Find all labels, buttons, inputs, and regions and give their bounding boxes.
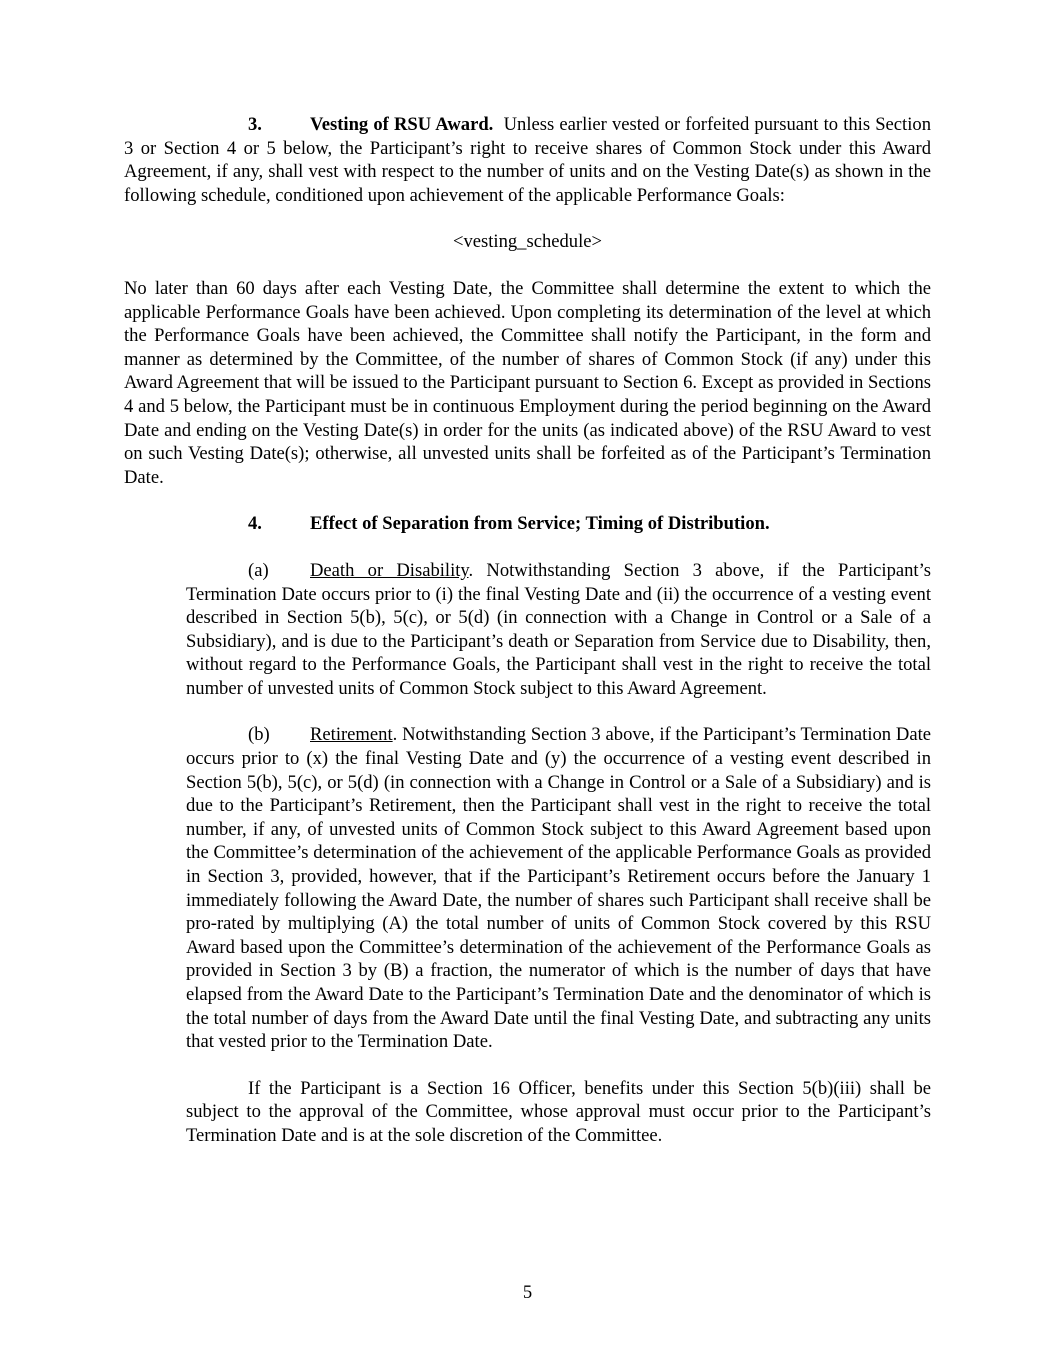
section-3-title: Vesting of RSU Award. <box>310 114 494 135</box>
section-4b-label: (b) <box>248 724 270 746</box>
section-3-number: 3. <box>248 114 262 135</box>
section-4b-paragraph <box>186 723 931 1053</box>
section-4b-text: . Notwithstanding Section 3 above, if the Participant’s Termination Date occurs prior to (x) the final Vesting Date and (y) the occurrence of a vesting event described in Section 5(b), 5(c), or 5(d) (in connection with a Change in Control or a Sale of a Subsidiary) and is due to the Participant’s Retirement, then the Participant shall vest in the right to receive the total number, if any, of unvested units of Common Stock subject to this Award Agreement based upon the Committee’s determination of the achievement of the applicable Performance Goals as provided in Section 3, provided, however, that if the Participant’s Retirement occurs before the January 1 immediately following the Award Date, the number of shares such Participant shall receive shall be pro-rated by multiplying (A) the total number of units of Common Stock covered by this RSU Award based upon the Committee’s determination of the achievement of the Performance Goals as provided in Section 3 by (B) a fraction, the numerator of which is the number of days that have elapsed from the Award Date to the Participant’s Termination Date and the denominator of which is the total number of days from the Award Date until the final Vesting Date, and subtracting any units that vested prior to the Termination Date. <box>186 724 931 1053</box>
page-number: 5 <box>522 1282 533 1303</box>
section-3-body: No later than 60 days after each Vesting Date, the Committee shall determine the extent to which the applicable Performance Goals have been achieved. Upon completing its determination of the level at which the Performance Goals have been achieved, the Committee shall notify the Participant, in the form and manner as determined by the Committee, of the number of shares of Common Stock (if any) under this Award Agreement that will be issued to the Participant pursuant to Section 6. Except as provided in Sections 4 and 5 below, the Participant must be in continuous Employment during the period beginning on the Award Date and ending on the Vesting Date(s) in order for the units (as indicated above) of the RSU Award to vest on such Vesting Date(s); otherwise, all unvested units shall be forfeited as of the Participant’s Termination Date. <box>124 277 931 488</box>
section-4b-title: Retirement <box>310 724 393 746</box>
section-4-heading <box>124 512 931 536</box>
document-page <box>124 113 931 1171</box>
section-4-title: Effect of Separation from Service; Timing of Distribution. <box>310 513 770 535</box>
section-4-number: 4. <box>248 513 262 535</box>
vesting-schedule-placeholder: <vesting_schedule> <box>452 231 603 253</box>
section-4a-title: Death or Disability <box>310 559 469 581</box>
section-3-intro-text: Unless earlier vested or forfeited pursuant to this Section 3 or Section 4 or 5 below, the Participant’s right to receive shares of Common Stock under this Award Agreement, if any, shall vest with respect to the number of units and on the Vesting Date(s) as shown in the following schedule, conditioned upon achievement of the applicable Performance Goals: <box>124 114 931 206</box>
section-4a-text: . Notwithstanding Section 3 above, if the Participant’s Termination Date occurs prior to (i) the final Vesting Date and (ii) the occurrence of a vesting event described in Section 5(b), 5(c), or 5(d) (in connection with a Change in Control or a Sale of a Subsidiary), and is due to the Participant’s death or Separation from Service due to Disability, then, without regard to the Performance Goals, the Participant shall vest in the right to receive the total number of unvested units of Common Stock subject to this Award Agreement. <box>186 559 931 699</box>
section-16-officer-note: If the Participant is a Section 16 Officer, benefits under this Section 5(b)(iii) shall be subject to the approval of the Committee, whose approval must occur prior to the Participant’s Termination Date and is at the sole discretion of the Committee. <box>186 1077 931 1146</box>
section-4a-label: (a) <box>248 559 269 581</box>
section-3-intro <box>124 113 931 207</box>
section-4a-paragraph <box>186 559 931 701</box>
